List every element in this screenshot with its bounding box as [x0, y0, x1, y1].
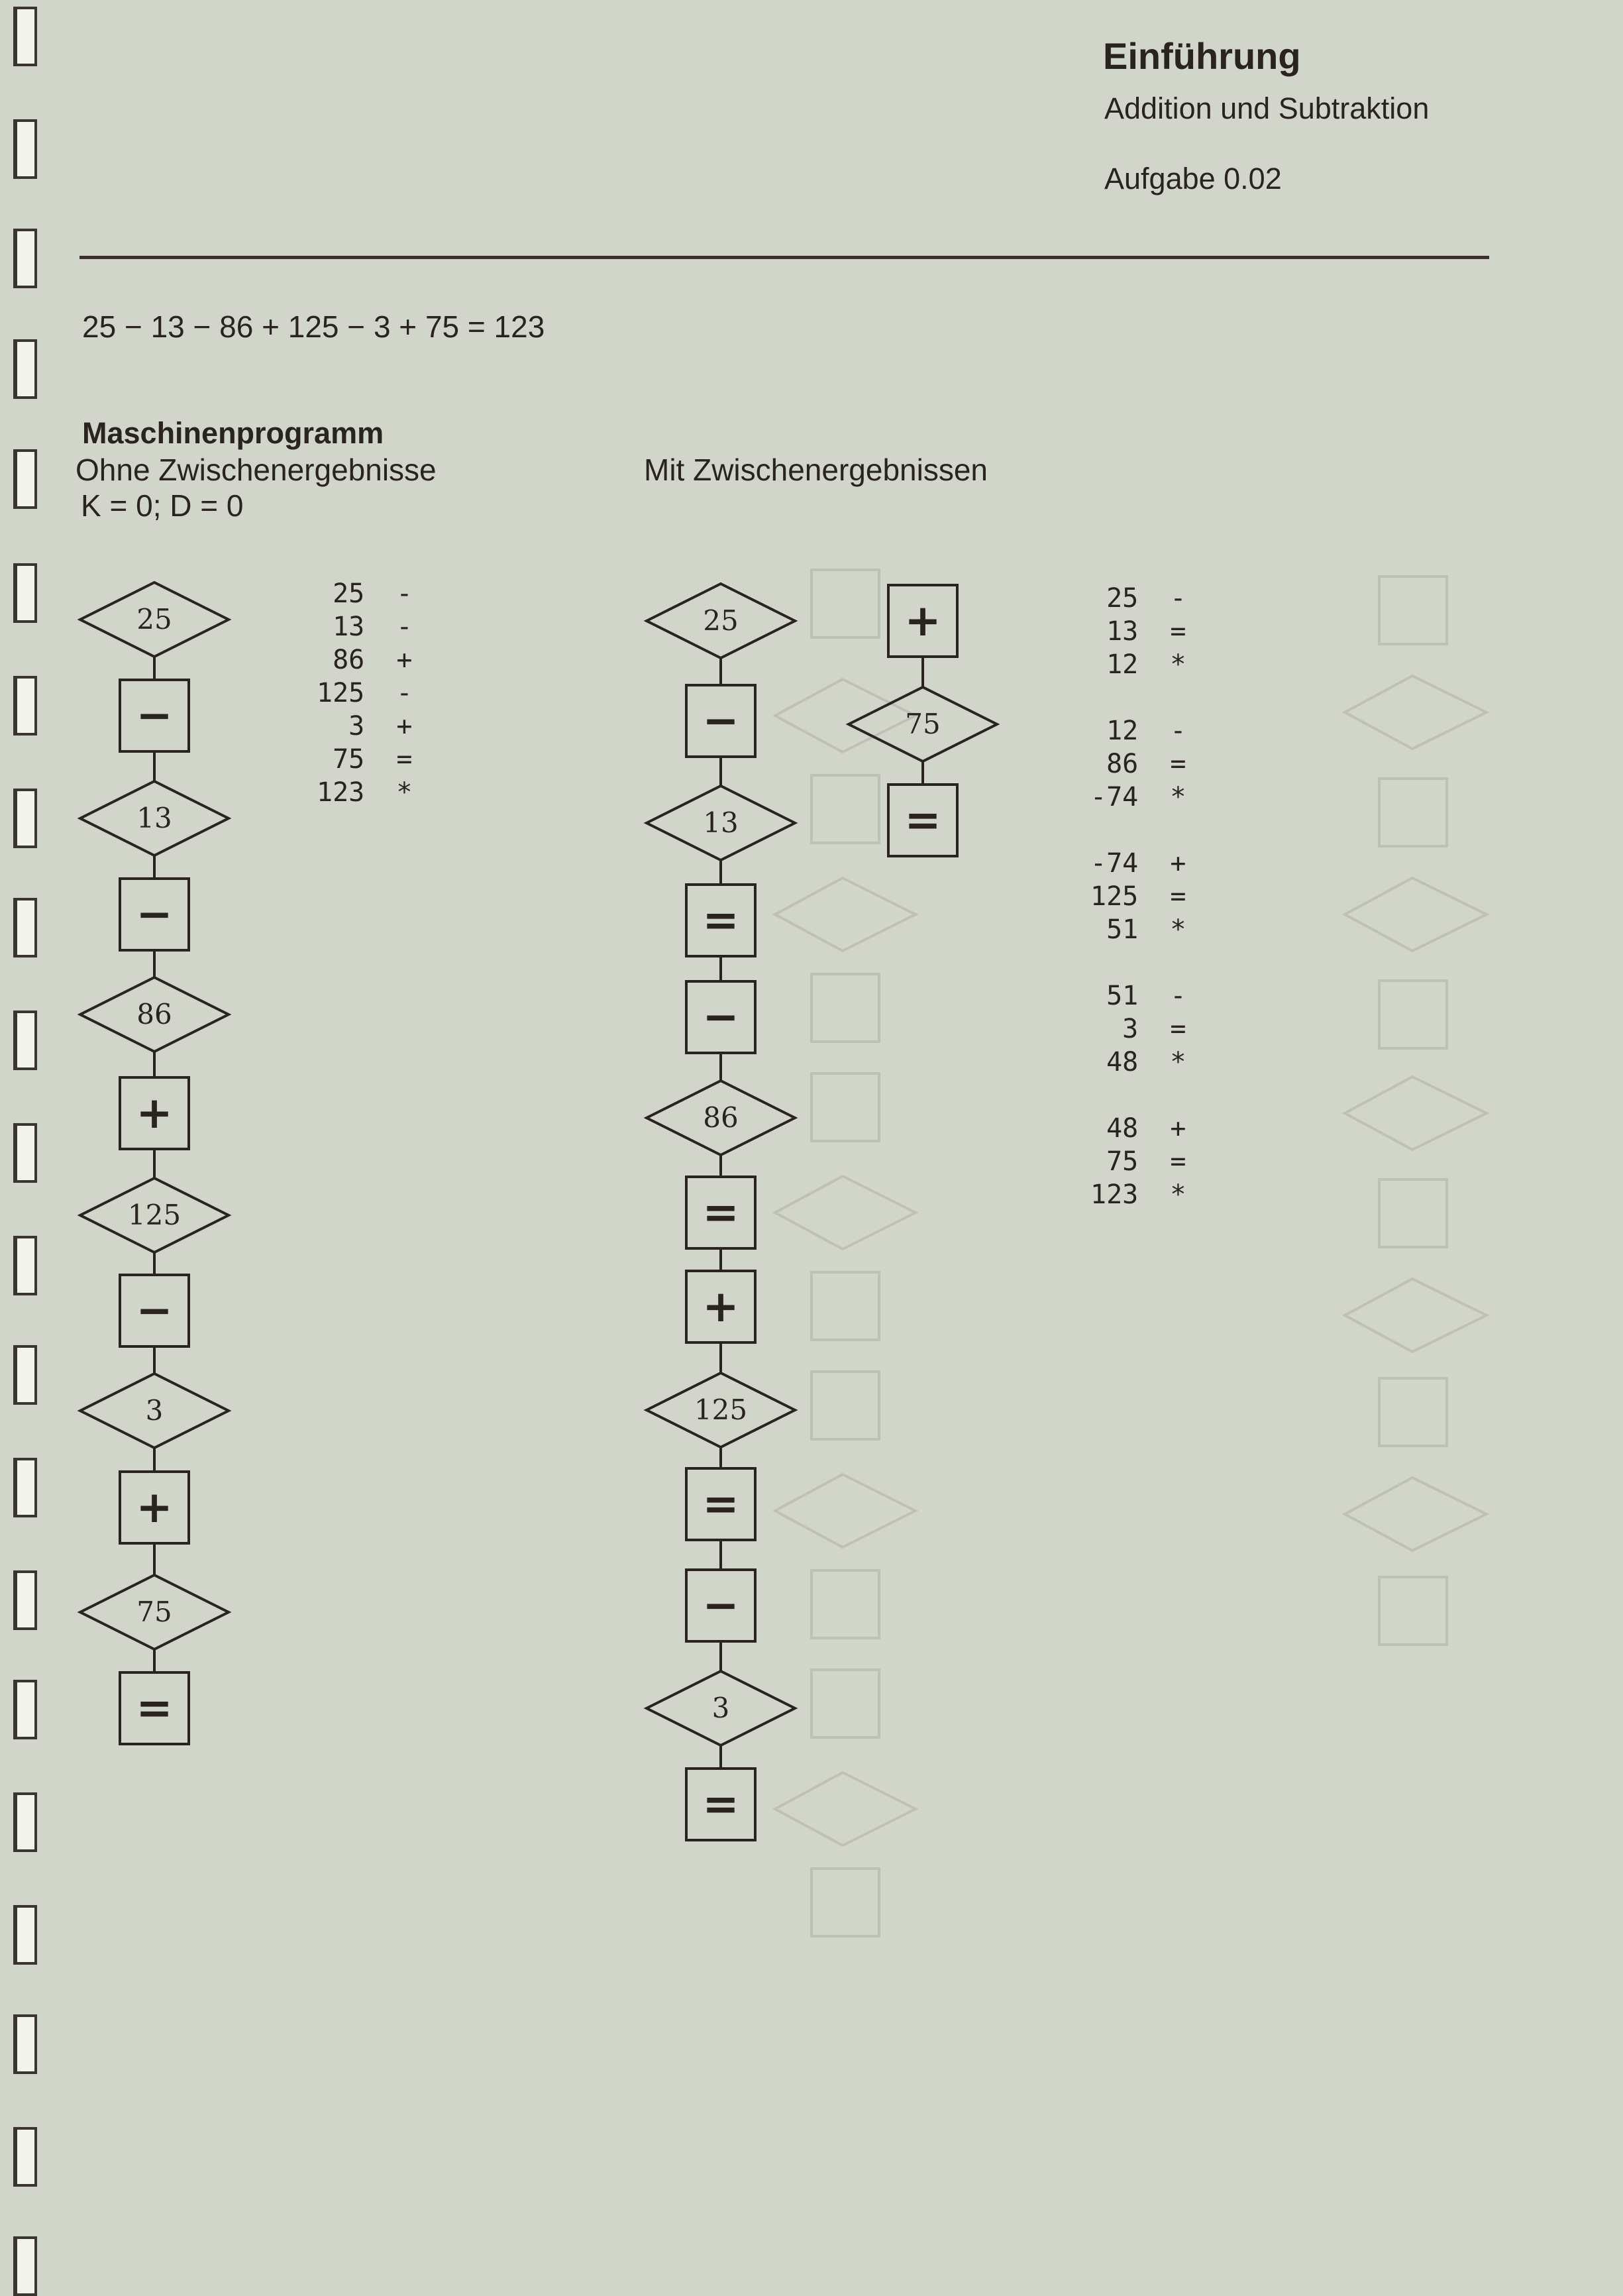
operator-label: − — [136, 690, 173, 741]
section-title: Maschinenprogramm — [82, 416, 384, 450]
listing-line: 25 - — [1106, 583, 1186, 614]
operator-key-left-7 — [120, 1275, 189, 1346]
operator-key-left-9 — [120, 1472, 189, 1543]
number-label: 125 — [694, 1394, 748, 1426]
operator-label: + — [136, 1482, 173, 1533]
number-entry-extra-1 — [849, 687, 997, 761]
listing-line: 125 - — [317, 678, 413, 708]
number-entry-right-8 — [647, 1373, 795, 1447]
listing-line: 75 = — [1106, 1146, 1186, 1177]
number-entry-left-6 — [80, 1178, 229, 1252]
operator-label: + — [904, 595, 941, 646]
operator-label: = — [702, 1478, 739, 1529]
listing-line: 123 * — [317, 777, 413, 808]
listing-line: 48 + — [1106, 1113, 1186, 1144]
operator-label: − — [702, 991, 739, 1042]
number-label: 13 — [703, 806, 739, 839]
listing-line: -74 * — [1090, 782, 1186, 812]
operator-key-right-10 — [686, 1570, 755, 1641]
number-label: 125 — [127, 1199, 182, 1231]
listing-line: 86 + — [333, 645, 413, 675]
number-entry-left-10 — [80, 1575, 229, 1649]
number-entry-left-2 — [80, 781, 229, 855]
listing-line: 13 = — [1106, 616, 1186, 647]
operator-label: = — [702, 1187, 739, 1238]
operator-key-left-3 — [120, 879, 189, 950]
number-label: 25 — [703, 604, 739, 637]
listing-line: 12 * — [1106, 649, 1186, 680]
operator-key-right-7 — [686, 1271, 755, 1342]
left-column-heading: Ohne Zwischenergebnisse — [76, 453, 437, 487]
chapter-title: Einführung — [1103, 35, 1301, 77]
number-entry-right-2 — [647, 786, 795, 860]
number-label: 13 — [136, 802, 172, 834]
operator-key-left-1 — [120, 680, 189, 751]
number-label: 3 — [711, 1692, 730, 1724]
number-entry-right-11 — [647, 1671, 795, 1745]
operator-label: − — [702, 695, 739, 746]
operator-key-right-6 — [686, 1177, 755, 1248]
left-column-params: K = 0; D = 0 — [81, 488, 244, 523]
number-entry-left-4 — [80, 977, 229, 1052]
operator-key-extra-2 — [888, 785, 957, 856]
listing-line: 25 - — [333, 578, 413, 609]
operator-label: − — [136, 1285, 173, 1336]
operator-key-right-4 — [686, 981, 755, 1053]
operator-key-right-12 — [686, 1769, 755, 1840]
number-label: 86 — [136, 998, 172, 1030]
listing-line: 86 = — [1106, 749, 1186, 779]
operator-key-right-3 — [686, 885, 755, 956]
listing-line: -74 + — [1090, 848, 1186, 879]
task-number: Aufgabe 0.02 — [1104, 162, 1282, 195]
listing-line: 51 * — [1106, 914, 1186, 945]
listing-line: 48 * — [1106, 1047, 1186, 1077]
number-entry-right-0 — [647, 584, 795, 658]
operator-key-left-11 — [120, 1672, 189, 1744]
listing-line: 75 = — [333, 744, 413, 775]
operator-label: − — [702, 1580, 739, 1631]
number-entry-left-8 — [80, 1374, 229, 1448]
operator-label: = — [136, 1682, 173, 1733]
listing-line: 3 = — [1122, 1014, 1186, 1044]
listing-line: 3 + — [348, 711, 413, 741]
number-label: 75 — [136, 1596, 172, 1628]
listing-line: 123 * — [1090, 1179, 1186, 1210]
equation: 25 − 13 − 86 + 125 − 3 + 75 = 123 — [82, 309, 545, 344]
number-label: 25 — [136, 603, 172, 635]
operator-key-right-1 — [686, 685, 755, 757]
listing-line: 125 = — [1090, 881, 1186, 912]
operator-key-extra-0 — [888, 585, 957, 657]
operator-label: + — [136, 1087, 173, 1138]
right-column-heading: Mit Zwischenergebnissen — [644, 453, 988, 487]
operator-label: = — [904, 794, 941, 846]
number-entry-left-0 — [80, 582, 229, 657]
operator-label: = — [702, 895, 739, 946]
operator-label: + — [702, 1281, 739, 1332]
number-label: 3 — [145, 1394, 164, 1427]
number-label: 86 — [703, 1101, 739, 1134]
listing-line: 12 - — [1106, 716, 1186, 746]
operator-label: − — [136, 889, 173, 940]
number-label: 75 — [905, 708, 941, 740]
operator-key-left-5 — [120, 1077, 189, 1149]
chapter-subtitle: Addition und Subtraktion — [1104, 91, 1430, 125]
number-entry-right-5 — [647, 1081, 795, 1155]
operator-label: = — [702, 1778, 739, 1830]
listing-line: 13 - — [333, 612, 413, 642]
operator-key-right-9 — [686, 1468, 755, 1540]
listing-line: 51 - — [1106, 981, 1186, 1011]
